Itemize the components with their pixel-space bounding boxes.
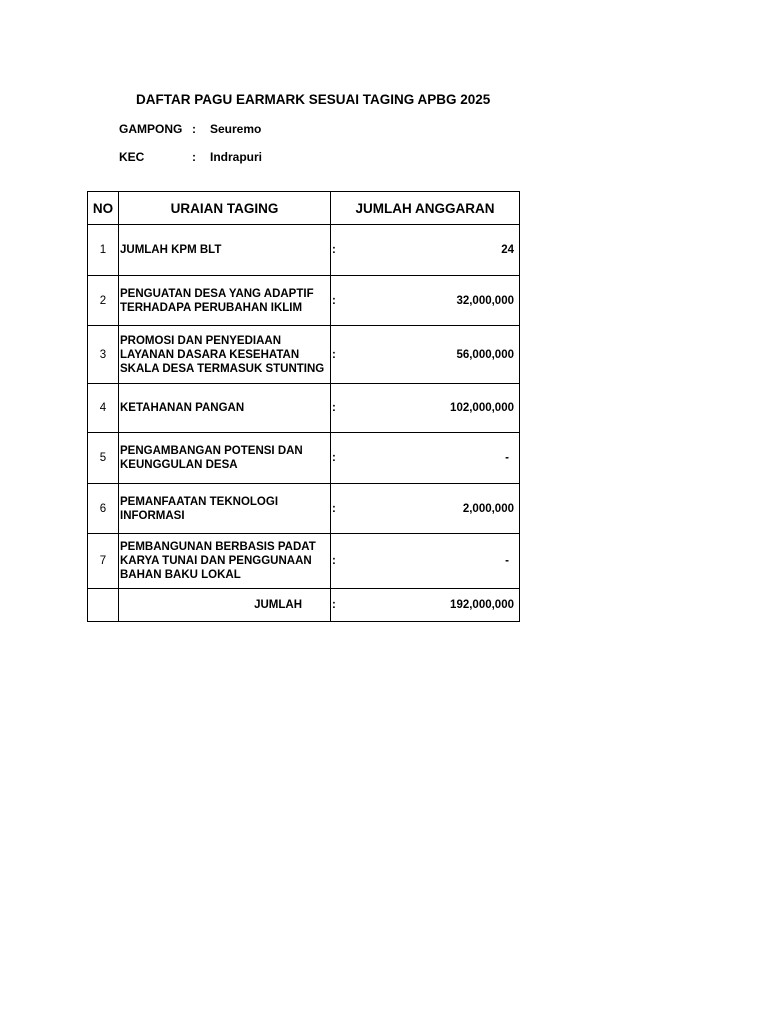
row-amount-cell (331, 433, 520, 484)
row-number: 1 (88, 225, 119, 276)
row-description: PENGUATAN DESA YANG ADAPTIF TERHADAPA PERUBAHAN IKLIM (119, 276, 331, 326)
total-amount-cell (331, 589, 520, 622)
row-colon: : (332, 244, 336, 256)
row-number: 6 (88, 484, 119, 534)
row-colon: : (332, 452, 336, 464)
row-colon: : (332, 502, 336, 515)
row-amount-cell (331, 484, 520, 534)
row-amount: 2,000,000 (462, 502, 514, 515)
row-amount-cell (331, 534, 520, 589)
row-number: 4 (88, 384, 119, 433)
row-colon: : (332, 348, 336, 361)
row-number: 3 (88, 326, 119, 384)
header-jumlah: JUMLAH ANGGARAN (331, 192, 520, 225)
gampong-separator: : (192, 122, 196, 136)
gampong-value: Seuremo (210, 122, 262, 136)
row-amount: 102,000,000 (450, 402, 514, 414)
row-colon: : (332, 402, 336, 414)
row-amount-cell (331, 384, 520, 433)
table-row (88, 326, 520, 384)
row-colon: : (332, 555, 336, 567)
table-header-row (88, 192, 520, 225)
row-amount: 32,000,000 (456, 294, 514, 307)
row-description: JUMLAH KPM BLT (119, 225, 331, 276)
kec-value: Indrapuri (210, 150, 263, 164)
row-number: 2 (88, 276, 119, 326)
table-row (88, 534, 520, 589)
kec-label: KEC (119, 150, 145, 164)
row-amount-cell (331, 276, 520, 326)
row-colon: : (332, 294, 336, 307)
total-number-empty (88, 589, 119, 622)
row-amount: 56,000,000 (456, 348, 514, 361)
total-amount: 192,000,000 (450, 599, 514, 611)
table-row (88, 225, 520, 276)
total-label: JUMLAH (119, 589, 331, 622)
table-row (88, 433, 520, 484)
row-description: PENGAMBANGAN POTENSI DAN KEUNGGULAN DESA (119, 433, 331, 484)
row-amount-cell (331, 326, 520, 384)
row-description: PROMOSI DAN PENYEDIAAN LAYANAN DASARA KESEHATAN SKALA DESA TERMASUK STUNTING (119, 326, 331, 384)
row-number: 7 (88, 534, 119, 589)
row-description: KETAHANAN PANGAN (119, 384, 331, 433)
header-no: NO (88, 192, 119, 225)
row-amount-cell (331, 225, 520, 276)
row-description: PEMBANGUNAN BERBASIS PADAT KARYA TUNAI DAN PENGGUNAAN BAHAN BAKU LOKAL (119, 534, 331, 589)
row-description: PEMANFAATAN TEKNOLOGI INFORMASI (119, 484, 331, 534)
table-row (88, 484, 520, 534)
header-uraian: URAIAN TAGING (119, 192, 331, 225)
kec-separator: : (192, 150, 196, 164)
row-amount: - (505, 555, 509, 567)
table-row (88, 384, 520, 433)
document-title: DAFTAR PAGU EARMARK SESUAI TAGING APBG 2025 (136, 92, 491, 107)
budget-table (87, 191, 520, 622)
total-colon: : (332, 599, 336, 611)
row-amount: 24 (501, 244, 514, 256)
gampong-label: GAMPONG (119, 122, 183, 136)
row-amount: - (505, 452, 509, 464)
total-row (88, 589, 520, 622)
table-row (88, 276, 520, 326)
row-number: 5 (88, 433, 119, 484)
